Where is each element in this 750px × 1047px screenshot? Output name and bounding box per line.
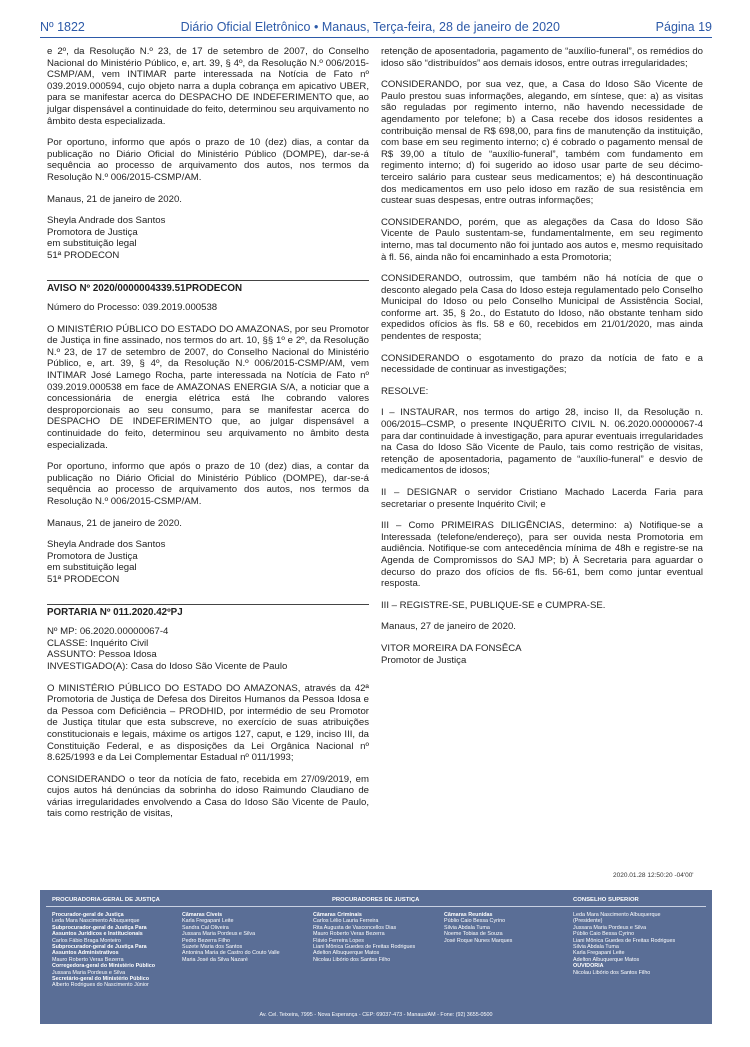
footer-col-civeis (182, 912, 280, 963)
date-line: Manaus, 27 de janeiro de 2020. (381, 621, 516, 633)
footer-name: Rita Augusta de Vasconcellos Dias (313, 924, 397, 931)
paragraph: e 2º, da Resolução N.º 23, de 17 de setembro de 2007, do Conselho Nacional do Ministério Público, e, art. 39, § 4º, da Resolução N.º 006/2015-CSMP/AM, vem INTIMAR parte interessada na Notícia de Fato nº 039.2019.000594, cujo objeto narra a dupla cobrança em apicativo UBER, para se manifestar acerca do DESPACHO DE INDEFERIMENTO que, ao julgar dispensável a continuidade do feito, determinou seu arquivamento no âmbito desta especializada. (47, 46, 369, 127)
digital-signature-timestamp: 2020.01.28 12:50:20 -04'00' (613, 872, 694, 879)
paragraph: CONSIDERANDO, por sua vez, que, a Casa do Idoso São Vicente de Paulo prestou suas informações, alegando, em síntese, que: a) as visitas são reguladas por regimento interno, não havendo necessidade de agendamento por telefone; b) a Casa recebe dos idosos residentes a contribuição mensal de R$ 698,00, para fins de manutenção da instituição, com base em seu regimento interno; c) é cobrado o pagamento mensal de R$ 39,00 a título de “auxílio-funeral”, também com fundamento em regimento interno; d) foi sugerido ao idoso usar parte de seu décimo-terceiro salário para custear seus medicamentos; e) há descontinuação dos medicamentos em uso pelo idoso em razão de sua resistência em custear suas despesas, entre outras informações; (381, 79, 703, 207)
edition-number: Nº 1822 (40, 19, 85, 34)
footer-name: Adelton Albuquerque Matos (573, 956, 640, 963)
footer-name: Maria José da Silva Nazaré (182, 956, 248, 963)
footer-heading-procuradores: PROCURADORES DE JUSTIÇA (332, 897, 420, 903)
footer-name: Silvia Abdala Tuma (444, 924, 490, 931)
paragraph: Por oportuno, informo que após o prazo de 10 (dez) dias, a contar da publicação no Diário Oficial do Ministério Público (DOMPE), dar-se-á sequência ao processo de arquivamento dos autos, nos termos da Resolução N.º 006/2015-CSMP/AM. (47, 137, 369, 183)
footer-name: Jussara Maria Pordeus e Silva (52, 969, 126, 976)
footer-name: Jussara Maria Pordeus e Silva (573, 924, 647, 931)
footer-name: Suzete Maria dos Santos (182, 944, 243, 951)
footer-heading-pgj: PROCURADORIA-GERAL DE JUSTIÇA (52, 897, 160, 903)
paragraph: CONSIDERANDO o teor da notícia de fato, recebida em 27/09/2019, em cujos autos há denúncias da sobrinha do idoso Raimundo Claudiano de várias irregularidades envolvendo a Casa do Idoso São Vicente de Paulo, tais como restrição de visitas, (47, 773, 369, 820)
footer-name: Nicolau Libório dos Santos Filho (573, 969, 651, 976)
paragraph: O MINISTÉRIO PÚBLICO DO ESTADO DO AMAZONAS, através da 42ª Promotoria de Justiça de Defesa dos Direitos Humanos da Pessoa Idosa e da Pessoa com Deficiência – PRODHID, por intermédio de seu Promotor de Justiça titular que esta subscreve, no exercício de suas atribuições constitucionais e legais, máxime os artigos 127, caput, e 129, inciso III, da Constituição Federal, e as disposições da Lei Orgânica Nacional nº 8.625/1993 e da Lei Complementar Estadual nº 011/1993; (47, 682, 369, 764)
footer-name: Nicolau Libório dos Santos Filho (313, 956, 391, 963)
footer-name: Públio Caio Bessa Cyrino (444, 918, 506, 925)
signature-block (47, 539, 369, 585)
footer-name: Karla Fregapani Leite (182, 918, 234, 925)
case-investigated: INVESTIGADO(A): Casa do Idoso São Vicente de Paulo (47, 660, 288, 672)
signer-unit: 51ª PRODECON (47, 573, 120, 585)
footer-address: Av. Cel. Teixeira, 7995 - Nova Esperança - CEP: 69037-473 - Manaus/AM - Fone: (92) 3655-0500 (259, 1012, 493, 1018)
resolve-heading: RESOLVE: (381, 385, 429, 397)
journal-title: Diário Oficial Eletrônico • Manaus, Terça-feira, 28 de janeiro de 2020 (180, 19, 560, 34)
footer-name: Leda Mara Nascimento Albuquerque (52, 918, 140, 925)
footer-name: Leda Mara Nascimento Albuquerque (573, 912, 661, 918)
signer-note: em substituição legal (47, 238, 137, 250)
footer-name: Pedro Bezerra Filho (182, 937, 230, 944)
footer-heading-conselho: CONSELHO SUPERIOR (573, 897, 639, 903)
signer-note: em substituição legal (47, 562, 137, 574)
footer-name: Silvia Abdala Tuma (573, 944, 619, 951)
footer-label: Câmaras Cíveis (182, 912, 223, 918)
footer-name: Mauro Roberto Veras Bezerra (313, 931, 385, 938)
case-info (47, 626, 369, 672)
footer-label: Câmaras Criminais (313, 912, 362, 918)
footer-name: Carlos Fábio Braga Monteiro (52, 937, 121, 944)
page-number: Página 19 (655, 19, 712, 34)
signer-name: Sheyla Andrade dos Santos (47, 215, 166, 227)
section-divider (47, 604, 369, 605)
footer-name: Alberto Rodrigues do Nascimento Júnior (52, 982, 149, 989)
footer-name: Karla Fregapani Leite (573, 950, 625, 957)
footer-label: Assuntos Administrativos (52, 950, 119, 957)
section-title: AVISO Nº 2020/0000004339.51PRODECON (47, 282, 243, 294)
signer-role: Promotora de Justiça (47, 550, 138, 562)
paragraph: Por oportuno, informo que após o prazo de 10 (dez) dias, a contar da publicação no Diário Oficial do Ministério Público (DOMPE), dar-se-á sequência ao processo de arquivamento dos autos, nos termos da Resolução N.º 006/2015-CSMP/AM. (47, 461, 369, 507)
resolution-item: III – REGISTRE-SE, PUBLIQUE-SE e CUMPRA-SE. (381, 599, 606, 611)
footer-label: Procurador-geral de Justiça (52, 912, 124, 918)
case-subject: ASSUNTO: Pessoa Idosa (47, 649, 157, 661)
case-number: Nº MP: 06.2020.00000067-4 (47, 626, 169, 638)
footer-name: Sandra Cal Oliveira (182, 924, 229, 931)
left-column (47, 46, 369, 830)
resolution-item: II – DESIGNAR o servidor Cristiano Machado Lacerda Faria para secretariar o presente Inquérito Civil; e (381, 487, 703, 510)
case-class: CLASSE: Inquérito Civil (47, 637, 149, 649)
footer-name: Carlos Lélio Lauria Ferreira (313, 918, 379, 925)
date-line: Manaus, 21 de janeiro de 2020. (47, 517, 182, 529)
footer-name: Liani Mônica Guedes de Freitas Rodrigues (573, 937, 676, 944)
footer-name: Antonina Maria de Castro do Couto Valle (182, 950, 280, 957)
footer-name: Mauro Roberto Veras Bezerra (52, 956, 124, 963)
signer-name: Sheyla Andrade dos Santos (47, 539, 166, 551)
section-divider (47, 280, 369, 281)
paragraph: retenção de aposentadoria, pagamento de “auxílio-funeral”, os remédios do idoso são “distribuídos” aos demais idosos, entre outras irregularidades; (381, 46, 703, 69)
footer-divider (46, 906, 706, 907)
footer-name: Jussara Maria Pordeus e Silva (182, 931, 256, 938)
signer-unit: 51ª PRODECON (47, 249, 120, 261)
paragraph: O MINISTÉRIO PÚBLICO DO ESTADO DO AMAZONAS, por seu Promotor de Justiça in fine assinado, nos termos do art. 10, §§ 1º e 2º, da Resolução N.º 23, de 17 de setembro de 2007, do Conselho Nacional do Ministério Público, e, art. 39, § 4º, da Resolução N.º 006/2015-CSMP/AM, vem INTIMAR José Lamego Rocha, parte interessada na Notícia de Fato nº 039.2019.000538 em face de AMAZONAS ENERGIA S/A, a noticiar que a concessionária de energia elétrica está lhe cobrando valores desproporcionais ao seu consumo, para se manifestar acerca do DESPACHO DE INDEFERIMENTO que, ao julgar dispensável a continuidade do feito, determinou seu arquivamento no âmbito desta especializada. (47, 323, 369, 451)
signature-block (47, 215, 369, 261)
footer-name: (Presidente) (573, 918, 603, 925)
date-line: Manaus, 21 de janeiro de 2020. (47, 193, 182, 205)
page-footer (40, 890, 712, 1024)
footer-col-conselho (573, 912, 675, 976)
footer-name: Adelton Albuquerque Matos (313, 950, 380, 957)
footer-label: Assuntos Jurídicos e Institucionais (52, 931, 143, 938)
paragraph: CONSIDERANDO, outrossim, que também não há notícia de que o desconto alegado pela Casa do Idoso esteja regulamentado pelo Conselho Municipal do Idoso ou pelo Conselho Municipal de Assistência Social, conforme art. 35, § 2o., do Estatuto do Idoso, não obstante tenham sido expedidos ofícios às fls. 58 e 60, recebidos em 21/01/2020, mas ainda pendentes de resposta; (381, 273, 703, 343)
footer-label: Câmaras Reunidas (444, 912, 493, 918)
page-header (40, 16, 712, 38)
footer-col-reunidas (444, 912, 512, 944)
footer-col-pgj (52, 912, 155, 989)
footer-col-criminais (313, 912, 415, 963)
section-title: PORTARIA Nº 011.2020.42ºPJ (47, 606, 183, 618)
paragraph: CONSIDERANDO o esgotamento do prazo da notícia de fato e a necessidade de continuar as investigações; (381, 352, 703, 376)
paragraph: CONSIDERANDO, porém, que as alegações da Casa do Idoso São Vicente de Paulo sustentam-se, fundamentalmente, em seu regimento interno, mas tal documento não foi juntado aos autos e, mesmo requisitado à fl. 56, ainda não foi encaminhado a esta Promotoria; (381, 216, 703, 263)
signer-role: Promotora de Justiça (47, 226, 138, 238)
footer-label: Subprocurador-geral de Justiça Para (52, 944, 147, 951)
right-column (381, 46, 703, 676)
footer-label: Secretário-geral do Ministério Público (52, 976, 150, 983)
footer-label: Subprocurador-geral de Justiça Para (52, 924, 147, 931)
footer-label: OUVIDORIA (573, 963, 604, 970)
footer-name: Liani Mônica Guedes de Freitas Rodrigues (313, 944, 416, 951)
resolution-item: III – Como PRIMEIRAS DILIGÊNCIAS, determino: a) Notifique-se a Interessada (telefone/endereço), para ser ouvida nesta Promotoria em audiência. Notifique-se com antecedência mínima de 48h e registre-se na Agenda de Compromissos do SAJ MP; b) À Secretaria para aguardar o decurso do prazo dos ofícios de fls. 56-61, bem como juntar eventual resposta. (381, 520, 703, 590)
signer-name: VITOR MOREIRA DA FONSÊCA (381, 642, 522, 654)
footer-name: Públio Caio Bessa Cyrino (573, 931, 635, 938)
footer-label: Corregedora-geral do Ministério Público (52, 963, 156, 970)
footer-name: José Roque Nunes Marques (444, 937, 513, 944)
footer-name: Noeme Tobias de Souza (444, 931, 503, 938)
process-number: Número do Processo: 039.2019.000538 (47, 302, 218, 314)
signature-block (381, 643, 703, 666)
resolution-item: I – INSTAURAR, nos termos do artigo 28, inciso II, da Resolução n. 006/2015–CSMP, o presente INQUÉRITO CIVIL N. 06.2020.00000067-4 para dar continuidade à investigação, para apurar eventuais irregularidades na Casa do Idoso São Vicente de Paulo, tais como restrição de visitas, retenção de aposentadoria, pagamento de “auxílio-funeral” e desvio de medicamentos de idosos; (381, 407, 703, 477)
signer-role: Promotor de Justiça (381, 654, 467, 666)
footer-name: Flávio Ferreira Lopes (313, 937, 364, 944)
